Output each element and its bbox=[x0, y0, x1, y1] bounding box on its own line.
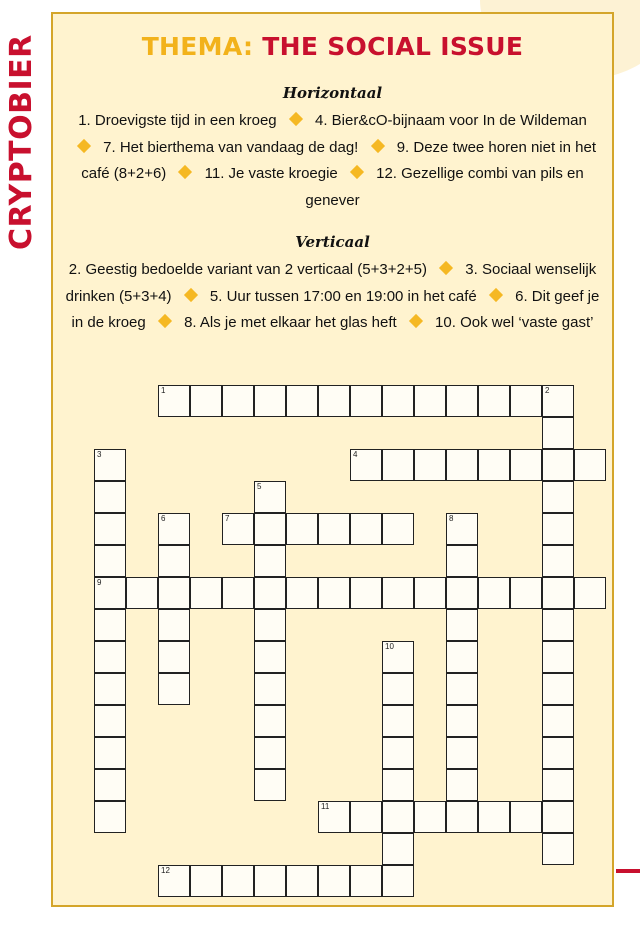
grid-cell[interactable] bbox=[382, 705, 414, 737]
grid-cell[interactable] bbox=[94, 577, 126, 609]
clue-number: 6 bbox=[161, 514, 166, 523]
grid-cell[interactable] bbox=[510, 385, 542, 417]
grid-cell[interactable] bbox=[446, 545, 478, 577]
grid-cell[interactable] bbox=[254, 577, 286, 609]
grid-cell[interactable] bbox=[350, 385, 382, 417]
grid-cell[interactable] bbox=[478, 449, 510, 481]
grid-cell[interactable] bbox=[254, 769, 286, 801]
grid-cell[interactable] bbox=[542, 769, 574, 801]
grid-cell[interactable] bbox=[382, 737, 414, 769]
clue-number: 9 bbox=[97, 578, 102, 587]
grid-cell[interactable] bbox=[446, 449, 478, 481]
grid-cell[interactable] bbox=[382, 833, 414, 865]
grid-cell[interactable] bbox=[254, 737, 286, 769]
grid-cell[interactable] bbox=[94, 641, 126, 673]
grid-cell[interactable] bbox=[446, 609, 478, 641]
theme-prefix: THEMA: bbox=[141, 32, 254, 61]
grid-cell[interactable] bbox=[446, 769, 478, 801]
grid-cell[interactable] bbox=[382, 801, 414, 833]
grid-cell[interactable] bbox=[286, 865, 318, 897]
grid-cell[interactable] bbox=[158, 577, 190, 609]
grid-cell[interactable] bbox=[382, 513, 414, 545]
grid-cell[interactable] bbox=[158, 673, 190, 705]
down-clue-list bbox=[65, 257, 600, 337]
clue-number: 10 bbox=[385, 642, 394, 651]
grid-cell[interactable] bbox=[542, 577, 574, 609]
clue-number: 1 bbox=[161, 386, 166, 395]
grid-cell[interactable] bbox=[446, 641, 478, 673]
grid-cell[interactable] bbox=[414, 801, 446, 833]
separator-diamond-icon bbox=[184, 287, 198, 301]
grid-cell[interactable] bbox=[190, 865, 222, 897]
separator-diamond-icon bbox=[409, 314, 423, 328]
grid-cell[interactable] bbox=[382, 641, 414, 673]
grid-cell[interactable] bbox=[254, 865, 286, 897]
across-clue: 9. Deze twee horen niet in het café (8+2+6) bbox=[81, 138, 596, 182]
grid-cell[interactable] bbox=[254, 481, 286, 513]
grid-cell[interactable] bbox=[94, 481, 126, 513]
grid-cell[interactable] bbox=[542, 545, 574, 577]
grid-cell[interactable] bbox=[94, 737, 126, 769]
grid-cell[interactable] bbox=[574, 577, 606, 609]
grid-cell[interactable] bbox=[254, 673, 286, 705]
grid-cell[interactable] bbox=[446, 513, 478, 545]
grid-cell[interactable] bbox=[222, 865, 254, 897]
grid-cell[interactable] bbox=[94, 705, 126, 737]
grid-cell[interactable] bbox=[94, 449, 126, 481]
grid-cell[interactable] bbox=[254, 705, 286, 737]
grid-cell[interactable] bbox=[446, 705, 478, 737]
grid-cell[interactable] bbox=[350, 449, 382, 481]
grid-cell[interactable] bbox=[286, 385, 318, 417]
grid-cell[interactable] bbox=[446, 577, 478, 609]
grid-cell[interactable] bbox=[254, 545, 286, 577]
clue-number: 2 bbox=[545, 386, 550, 395]
grid-cell[interactable] bbox=[94, 513, 126, 545]
grid-cell[interactable] bbox=[446, 673, 478, 705]
separator-diamond-icon bbox=[158, 314, 172, 328]
grid-cell[interactable] bbox=[542, 641, 574, 673]
across-clue: 4. Bier&cO-bijnaam voor In de Wildeman bbox=[315, 112, 587, 129]
grid-cell[interactable] bbox=[158, 513, 190, 545]
grid-cell[interactable] bbox=[414, 449, 446, 481]
separator-diamond-icon bbox=[77, 138, 91, 152]
grid-cell[interactable] bbox=[158, 545, 190, 577]
grid-cell[interactable] bbox=[190, 385, 222, 417]
grid-cell[interactable] bbox=[446, 385, 478, 417]
grid-cell[interactable] bbox=[542, 481, 574, 513]
down-clue: 8. Als je met elkaar het glas heft bbox=[184, 314, 397, 331]
grid-cell[interactable] bbox=[542, 609, 574, 641]
grid-cell[interactable] bbox=[542, 385, 574, 417]
grid-cell[interactable] bbox=[318, 801, 350, 833]
grid-cell[interactable] bbox=[382, 769, 414, 801]
clue-number: 4 bbox=[353, 450, 358, 459]
across-clue: 7. Het bierthema van vandaag de dag! bbox=[103, 138, 359, 156]
grid-cell[interactable] bbox=[478, 385, 510, 417]
down-heading: Verticaal bbox=[295, 233, 370, 251]
grid-cell[interactable] bbox=[222, 513, 254, 545]
grid-cell[interactable] bbox=[350, 577, 382, 609]
grid-cell[interactable] bbox=[254, 385, 286, 417]
accent-stripe bbox=[616, 869, 640, 873]
grid-cell[interactable] bbox=[286, 513, 318, 545]
grid-cell[interactable] bbox=[94, 769, 126, 801]
grid-cell[interactable] bbox=[382, 673, 414, 705]
grid-cell[interactable] bbox=[254, 641, 286, 673]
separator-diamond-icon bbox=[489, 287, 503, 301]
grid-cell[interactable] bbox=[254, 609, 286, 641]
across-clue: 11. Je vaste kroegie bbox=[204, 165, 338, 182]
grid-cell[interactable] bbox=[510, 801, 542, 833]
clue-number: 7 bbox=[225, 514, 230, 523]
grid-cell[interactable] bbox=[542, 417, 574, 449]
grid-cell[interactable] bbox=[318, 385, 350, 417]
grid-cell[interactable] bbox=[542, 833, 574, 865]
separator-diamond-icon bbox=[370, 138, 384, 152]
grid-cell[interactable] bbox=[382, 865, 414, 897]
grid-cell[interactable] bbox=[542, 737, 574, 769]
grid-cell[interactable] bbox=[542, 673, 574, 705]
grid-cell[interactable] bbox=[510, 577, 542, 609]
side-title: CRYPTOBIER bbox=[4, 34, 39, 250]
separator-diamond-icon bbox=[350, 165, 364, 179]
grid-cell[interactable] bbox=[382, 385, 414, 417]
grid-cell[interactable] bbox=[542, 801, 574, 833]
grid-cell[interactable] bbox=[318, 577, 350, 609]
grid-cell[interactable] bbox=[318, 865, 350, 897]
grid-cell[interactable] bbox=[350, 801, 382, 833]
grid-cell[interactable] bbox=[94, 609, 126, 641]
across-heading: Horizontaal bbox=[282, 84, 383, 102]
separator-diamond-icon bbox=[289, 112, 303, 126]
grid-cell[interactable] bbox=[286, 577, 318, 609]
across-clue-list bbox=[65, 108, 600, 214]
separator-diamond-icon bbox=[439, 261, 453, 275]
grid-cell[interactable] bbox=[222, 577, 254, 609]
grid-cell[interactable] bbox=[542, 513, 574, 545]
grid-cell[interactable] bbox=[382, 449, 414, 481]
grid-cell[interactable] bbox=[190, 577, 222, 609]
down-clue: 3. Sociaal wenselijk drinken (5+3+4) bbox=[65, 261, 597, 305]
down-clue: 6. Dit geef je in de kroeg bbox=[71, 287, 600, 331]
grid-cell[interactable] bbox=[94, 545, 126, 577]
grid-cell[interactable] bbox=[254, 513, 286, 545]
separator-diamond-icon bbox=[178, 165, 192, 179]
grid-cell[interactable] bbox=[126, 577, 158, 609]
theme-title bbox=[53, 32, 612, 61]
grid-cell[interactable] bbox=[478, 801, 510, 833]
grid-cell[interactable] bbox=[446, 737, 478, 769]
grid-cell[interactable] bbox=[158, 609, 190, 641]
grid-cell[interactable] bbox=[574, 449, 606, 481]
grid-cell[interactable] bbox=[350, 513, 382, 545]
grid-cell[interactable] bbox=[414, 577, 446, 609]
grid-cell[interactable] bbox=[94, 801, 126, 833]
clue-number: 11 bbox=[321, 802, 330, 811]
grid-cell[interactable] bbox=[542, 705, 574, 737]
down-clue: 2. Geestig bedoelde variant van 2 verticaal (5+3+2+5) bbox=[68, 261, 427, 278]
grid-cell[interactable] bbox=[350, 865, 382, 897]
grid-cell[interactable] bbox=[510, 449, 542, 481]
theme-topic: THE SOCIAL ISSUE bbox=[262, 32, 524, 61]
grid-cell[interactable] bbox=[542, 449, 574, 481]
grid-cell[interactable] bbox=[158, 641, 190, 673]
grid-cell[interactable] bbox=[158, 865, 190, 897]
across-clue: 12. Gezellige combi van pils en genever bbox=[305, 165, 584, 209]
down-clue: 10. Ook wel ‘vaste gast’ bbox=[435, 314, 594, 331]
down-clue: 5. Uur tussen 17:00 en 19:00 in het café bbox=[209, 287, 477, 305]
clue-number: 12 bbox=[161, 866, 170, 875]
clue-number: 5 bbox=[257, 482, 262, 491]
grid-cell[interactable] bbox=[94, 673, 126, 705]
grid-cell[interactable] bbox=[478, 577, 510, 609]
grid-cell[interactable] bbox=[318, 513, 350, 545]
grid-cell[interactable] bbox=[414, 385, 446, 417]
grid-cell[interactable] bbox=[446, 801, 478, 833]
clue-number: 8 bbox=[449, 514, 454, 523]
grid-cell[interactable] bbox=[222, 385, 254, 417]
clue-number: 3 bbox=[97, 450, 102, 459]
across-clue: 1. Droevigste tijd in een kroeg bbox=[78, 112, 277, 129]
grid-cell[interactable] bbox=[158, 385, 190, 417]
grid-cell[interactable] bbox=[382, 577, 414, 609]
